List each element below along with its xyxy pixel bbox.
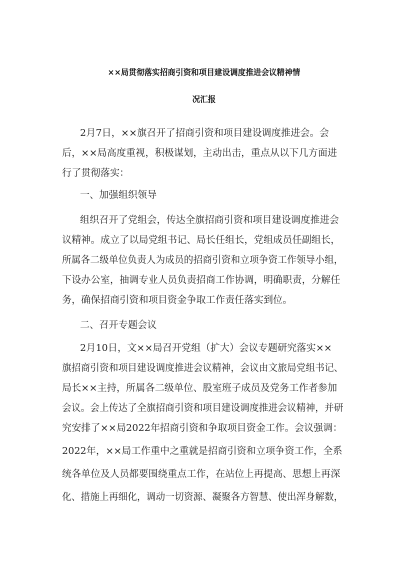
- paragraph-3-line-2: 旗招商引资和项目建设调度推进会议精神，会议由文旅局党组书记、: [62, 363, 344, 374]
- paragraph-2-line-3: 所属各二级单位负责人为成员的招商引资和立项争资工作领导小组，: [62, 255, 344, 266]
- paragraph-1-line-3: 行了贯彻落实：: [62, 168, 130, 179]
- document-title-line-1: ××局贯彻落实招商引资和项目建设调度推进会议精神情: [107, 68, 301, 77]
- section-heading-1: 一、加强组织领导: [80, 190, 157, 201]
- paragraph-1-line-2: 后，××局高度重视，积极谋划，主动出击，重点从以下几方面进: [62, 148, 338, 159]
- paragraph-1-line-1: 2月7日，××旗召开了招商引资和项目建设调度推进会。会: [80, 128, 329, 139]
- paragraph-3-line-7: 统各单位及人员都要围绕重点工作，在站位上再提高、思想上再深: [62, 469, 341, 480]
- paragraph-3-line-1: 2月10日，文××局召开党组（扩大）会议专题研究落实××: [80, 343, 332, 354]
- paragraph-3-line-6: 2022年，××局工作重中之重就是招商引资和立项争资工作，全系: [62, 446, 343, 457]
- paragraph-2-line-2: 议精神。成立了以局党组书记、局长任组长，党组成员任副组长，: [62, 235, 341, 246]
- paragraph-2-line-5: 务，确保招商引资和项目资金争取工作责任落实到位。: [62, 295, 293, 306]
- paragraph-2-line-1: 组织召开了党组会，传达全旗招商引资和项目建设调度推进会: [80, 215, 340, 226]
- paragraph-3-line-4: 会议。会上传达了全旗招商引资和项目建设调度推进会议精神，并研: [62, 403, 344, 414]
- paragraph-3-line-8: 化、措施上再细化，调动一切资源、凝聚各方智慧、使出浑身解数，: [62, 492, 344, 503]
- section-heading-2: 二、召开专题会议: [80, 320, 157, 331]
- paragraph-3-line-3: 局长××主持，所属各二级单位、股室班子成员及党务工作者参加: [62, 383, 338, 394]
- paragraph-2-line-4: 下设办公室，抽调专业人员负责招商工作协调，明确职责，分解任: [62, 275, 341, 286]
- document-title-line-2: 况汇报: [192, 95, 216, 104]
- paragraph-3-line-5: 究安排了××局2022年招商引资和争取项目资金工作。会议强调：: [62, 423, 343, 434]
